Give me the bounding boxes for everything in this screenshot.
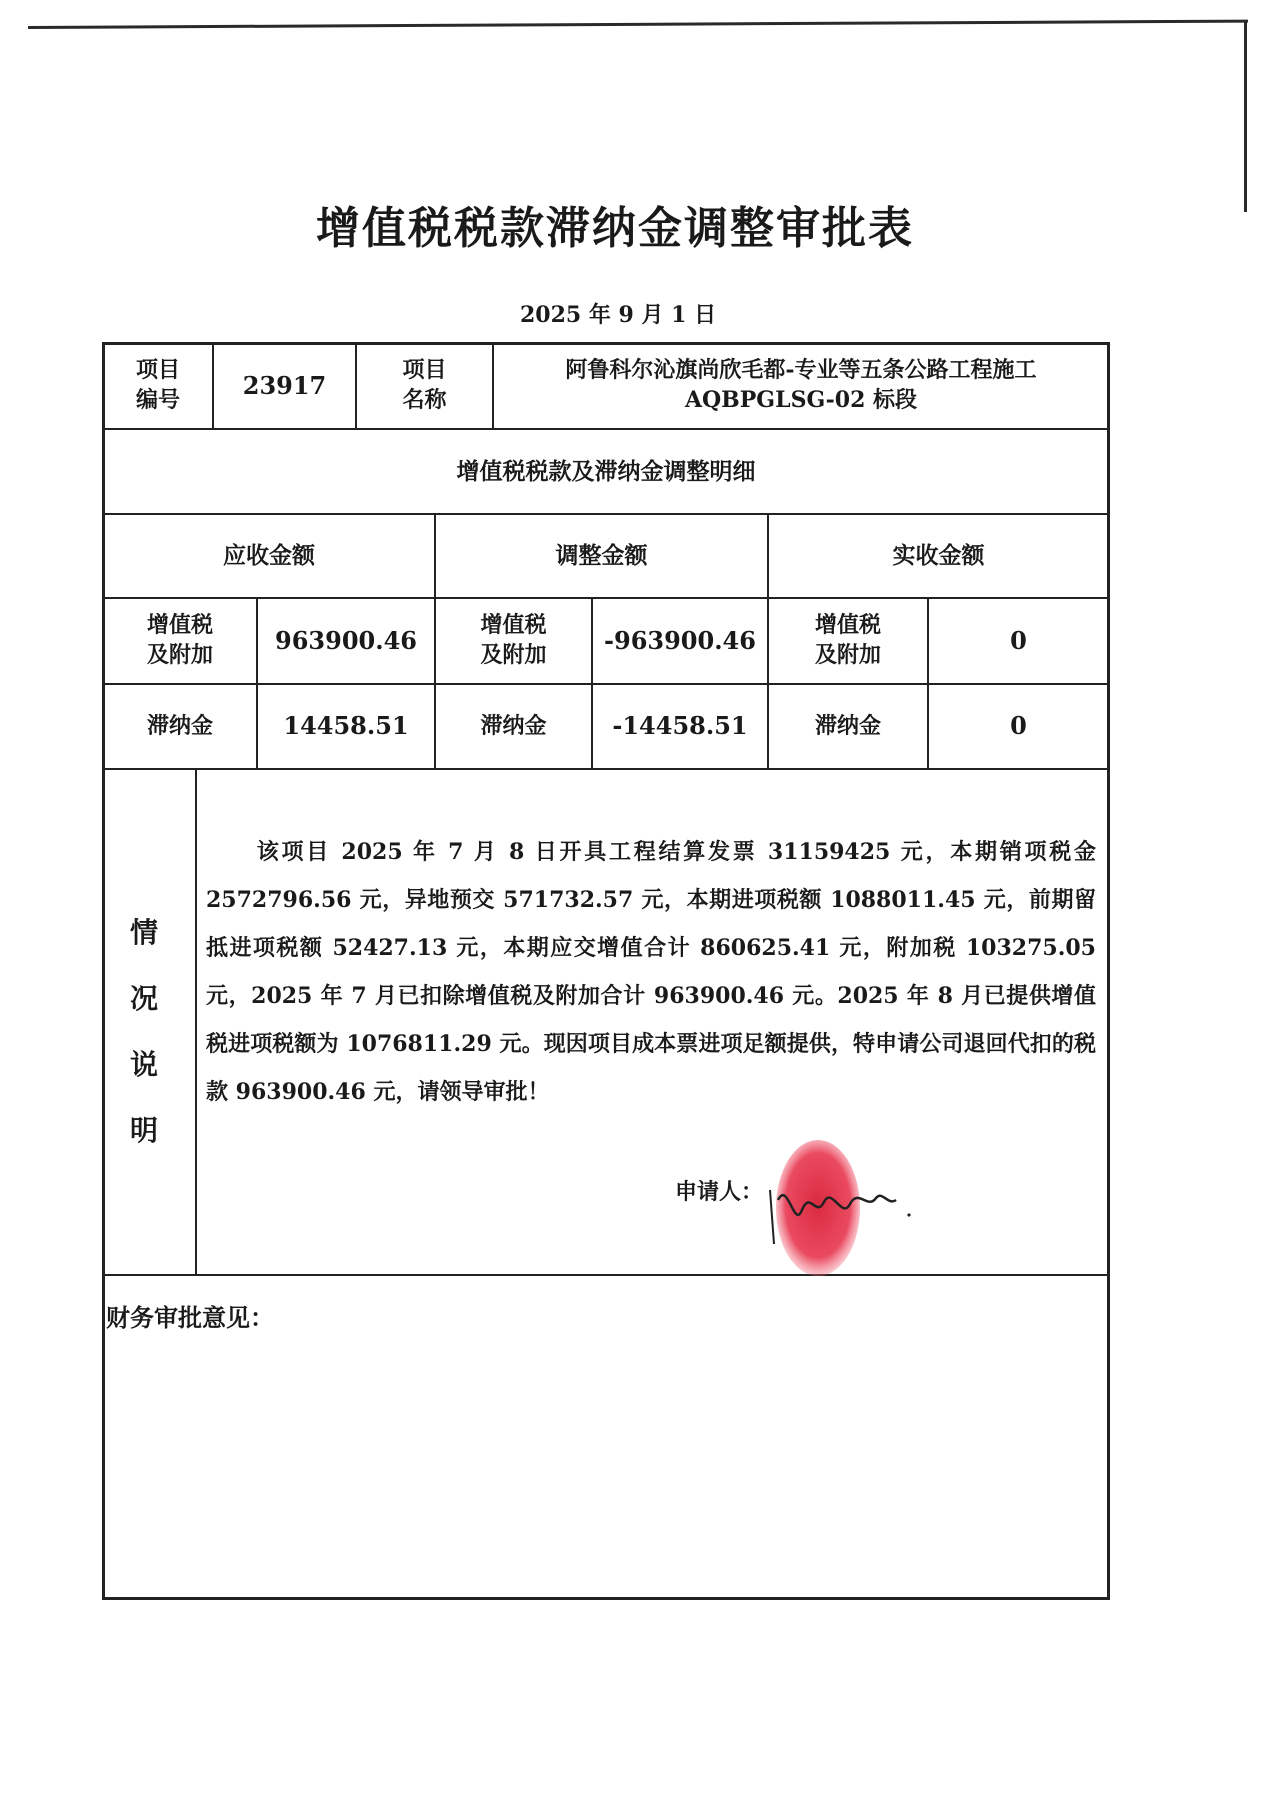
row-label-vat: [436, 599, 591, 683]
column-header-received: 实收金额: [892, 542, 985, 570]
project-number-label-line2: 编号: [135, 387, 180, 413]
row-label-line2: 及附加: [480, 642, 547, 668]
project-name-value-line1: 阿鲁科尔沁旗尚欣毛都-专业等五条公路工程施工: [565, 357, 1037, 384]
project-number-label-line1: 项目: [135, 357, 180, 384]
explanation-label: [114, 900, 174, 1164]
project-name-label: [357, 344, 492, 428]
explanation-body: 该项目 2025 年 7 月 8 日开具工程结算发票 31159425 元，本期销项税金 2572796.56 元，异地预交 571732.57 元，本期进项税额 1088011.45 元，前期留抵进项税额 52427.13 元，本期应交增值合计 860625.41 元，附加税 103275.05 元，2025 年 7 月已扣除增值税及附加合计 963900.46 元。2025 年 8 月已提供增值税进项税额为 1076811.29 元。现因项目成本票进项足额提供，特申请公司退回代扣的税款 963900.46 元，请领导审批！: [206, 839, 1096, 1105]
vat-receivable-value: 963900.46: [275, 625, 417, 655]
explanation-label-char: 明: [129, 1114, 158, 1147]
project-name-value: [494, 344, 1108, 428]
row-label-vat: [104, 599, 256, 683]
row-label-line1: 增值税: [146, 612, 213, 639]
project-number-value: 23917: [242, 370, 327, 400]
col-divider: [195, 768, 197, 1274]
row-divider: [102, 1274, 1110, 1276]
project-name-label-line2: 名称: [402, 387, 447, 413]
scan-edge-mark: [1244, 22, 1247, 212]
row-label-vat: [769, 599, 927, 683]
late-fee-receivable-value: 14458.51: [283, 711, 409, 741]
signature-stroke: [770, 1190, 774, 1244]
column-header-receivable: 应收金额: [223, 542, 315, 570]
column-header-adjustment: 调整金额: [555, 542, 648, 570]
vat-adjustment-value: -963900.46: [604, 625, 756, 655]
late-fee-adjustment-value: -14458.51: [612, 711, 748, 741]
row-label-late-fee: 滞纳金: [146, 712, 213, 739]
scan-edge-line: [28, 20, 1248, 29]
explanation-label-char: 情: [129, 916, 158, 949]
detail-section-heading: 增值税税款及滞纳金调整明细: [456, 457, 756, 485]
row-divider: [102, 768, 1110, 770]
row-label-line2: 及附加: [146, 642, 213, 668]
project-name-value-line2: AQBPGLSG-02 标段: [684, 387, 918, 413]
explanation-text: [206, 828, 1096, 1116]
explanation-label-char: 说: [129, 1048, 158, 1081]
signature-stroke: [908, 1214, 910, 1216]
project-number-label: [104, 344, 212, 428]
row-label-line2: 及附加: [814, 642, 881, 668]
vat-received-value: 0: [1010, 625, 1027, 655]
applicant-label: 申请人：: [675, 1179, 764, 1205]
explanation-label-char: 况: [129, 982, 158, 1015]
late-fee-received-value: 0: [1010, 711, 1027, 741]
row-label-line1: 增值税: [814, 612, 881, 639]
document-date: 2025 年 9 月 1 日: [520, 302, 717, 328]
row-label-line1: 增值税: [480, 612, 547, 639]
row-label-late-fee: 滞纳金: [814, 712, 881, 739]
fingerprint-signature: [758, 1140, 918, 1300]
project-name-label-line1: 项目: [402, 357, 447, 384]
document-title: 增值税税款滞纳金调整审批表: [316, 203, 914, 254]
finance-approval-label: 财务审批意见：: [106, 1303, 274, 1332]
row-label-late-fee: 滞纳金: [480, 712, 547, 739]
